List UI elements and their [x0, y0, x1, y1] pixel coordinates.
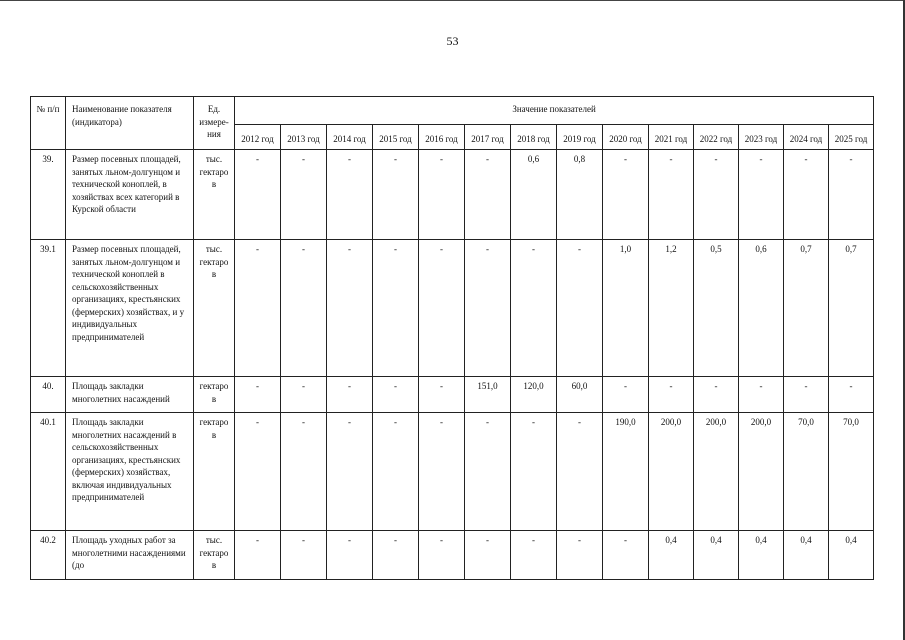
row-value: - — [419, 150, 465, 240]
row-number: 40.1 — [31, 413, 66, 531]
row-value: 190,0 — [603, 413, 649, 531]
row-value: 1,2 — [649, 240, 694, 377]
header-year: 2019 год — [557, 125, 603, 150]
header-year: 2020 год — [603, 125, 649, 150]
row-value: - — [784, 377, 829, 413]
header-year: 2013 год — [281, 125, 327, 150]
row-value: - — [235, 377, 281, 413]
row-value: - — [511, 413, 557, 531]
row-value: 70,0 — [829, 413, 874, 531]
row-value: - — [235, 240, 281, 377]
row-value: 0,4 — [739, 531, 784, 580]
row-indicator-name: Площадь уходных работ за многолетними насаждениями (до — [66, 531, 194, 580]
row-number: 40. — [31, 377, 66, 413]
row-value: - — [465, 240, 511, 377]
header-year: 2021 год — [649, 125, 694, 150]
header-year: 2024 год — [784, 125, 829, 150]
row-value: - — [281, 377, 327, 413]
header-year: 2016 год — [419, 125, 465, 150]
row-value: - — [235, 531, 281, 580]
row-value: 70,0 — [784, 413, 829, 531]
row-value: - — [694, 377, 739, 413]
row-value: - — [281, 413, 327, 531]
row-value: - — [557, 240, 603, 377]
row-value: - — [327, 377, 373, 413]
header-values-group: Значение показателей — [235, 97, 874, 125]
row-value: 151,0 — [465, 377, 511, 413]
row-unit: тыс. гектаро в — [194, 150, 235, 240]
row-indicator-name: Площадь закладки многолетних насаждений — [66, 377, 194, 413]
row-value: - — [327, 150, 373, 240]
row-value: - — [511, 531, 557, 580]
row-value: - — [419, 240, 465, 377]
row-value: 1,0 — [603, 240, 649, 377]
row-value: - — [603, 377, 649, 413]
row-value: - — [649, 377, 694, 413]
row-value: 0,7 — [829, 240, 874, 377]
row-value: - — [373, 377, 419, 413]
row-value: 120,0 — [511, 377, 557, 413]
header-year: 2012 год — [235, 125, 281, 150]
row-value: - — [465, 413, 511, 531]
row-value: 0,6 — [739, 240, 784, 377]
row-value: - — [281, 150, 327, 240]
header-indicator-name: Наименование показателя (индикатора) — [66, 97, 194, 150]
header-year: 2014 год — [327, 125, 373, 150]
header-unit: Ед. измере-ния — [194, 97, 235, 150]
table-row — [31, 531, 874, 580]
page-number: 53 — [446, 34, 459, 48]
row-value: 0,4 — [649, 531, 694, 580]
row-number: 39.1 — [31, 240, 66, 377]
row-number: 40.2 — [31, 531, 66, 580]
row-value: 60,0 — [557, 377, 603, 413]
row-value: - — [373, 531, 419, 580]
row-indicator-name: Площадь закладки многолетних насаждений в сельскохозяйственных организациях, крестьянских (фермерских) хозяйствах, включая индивидуальных предпринимателей — [66, 413, 194, 531]
row-value: 0,7 — [784, 240, 829, 377]
row-indicator-name: Размер посевных площадей, занятых льном-долгунцом и технической коноплей, в хозяйствах всех категорий в Курской области — [66, 150, 194, 240]
row-value: 0,4 — [829, 531, 874, 580]
row-value: 0,8 — [557, 150, 603, 240]
row-unit: гектаро в — [194, 377, 235, 413]
row-value: - — [373, 413, 419, 531]
row-value: - — [694, 150, 739, 240]
row-value: - — [603, 531, 649, 580]
row-value: - — [739, 150, 784, 240]
table-row — [31, 413, 874, 531]
row-value: - — [235, 413, 281, 531]
row-value: 0,4 — [784, 531, 829, 580]
row-value: 200,0 — [649, 413, 694, 531]
table-row — [31, 240, 874, 377]
row-value: - — [603, 150, 649, 240]
header-year: 2025 год — [829, 125, 874, 150]
row-value: - — [281, 240, 327, 377]
indicators-table — [30, 96, 874, 580]
row-value: - — [739, 377, 784, 413]
row-value: - — [511, 240, 557, 377]
row-unit: тыс. гектаро в — [194, 240, 235, 377]
row-value: - — [281, 531, 327, 580]
row-unit: гектаро в — [194, 413, 235, 531]
table-row — [31, 150, 874, 240]
row-value: 200,0 — [739, 413, 784, 531]
row-unit: тыс. гектаро в — [194, 531, 235, 580]
row-value: - — [465, 150, 511, 240]
header-year: 2023 год — [739, 125, 784, 150]
header-year: 2022 год — [694, 125, 739, 150]
table-row — [31, 377, 874, 413]
row-value: - — [419, 531, 465, 580]
header-year: 2015 год — [373, 125, 419, 150]
row-value: 200,0 — [694, 413, 739, 531]
row-value: - — [327, 413, 373, 531]
row-value: - — [373, 240, 419, 377]
row-value: 0,4 — [694, 531, 739, 580]
row-value: - — [557, 413, 603, 531]
row-value: - — [419, 413, 465, 531]
row-indicator-name: Размер посевных площадей, занятых льном-долгунцом и технической коноплей в сельскохозяйственных организациях, крестьянских (фермерских) хозяйствах, и у индивидуальных предпринимателей — [66, 240, 194, 377]
row-value: - — [829, 377, 874, 413]
row-value: - — [327, 240, 373, 377]
row-value: - — [327, 531, 373, 580]
page-top-border — [0, 0, 905, 1]
row-value: 0,6 — [511, 150, 557, 240]
row-value: - — [235, 150, 281, 240]
row-value: 0,5 — [694, 240, 739, 377]
header-year: 2017 год — [465, 125, 511, 150]
row-value: - — [649, 150, 694, 240]
row-value: - — [465, 531, 511, 580]
row-value: - — [829, 150, 874, 240]
row-number: 39. — [31, 150, 66, 240]
row-value: - — [373, 150, 419, 240]
row-value: - — [784, 150, 829, 240]
row-value: - — [419, 377, 465, 413]
header-year: 2018 год — [511, 125, 557, 150]
header-number: № п/п — [31, 97, 66, 150]
row-value: - — [557, 531, 603, 580]
